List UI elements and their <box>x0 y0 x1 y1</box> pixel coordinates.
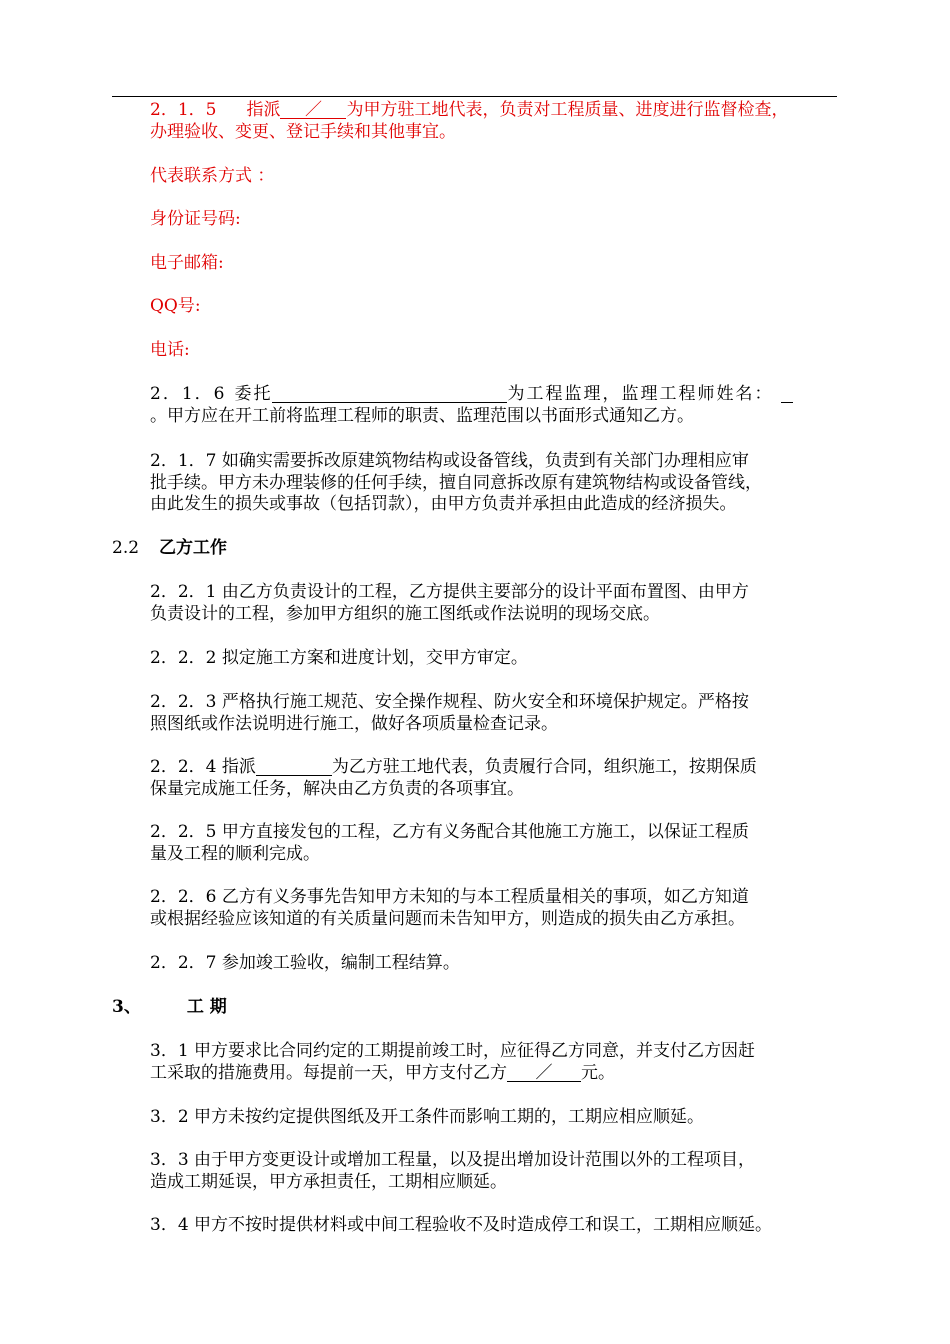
clause-text: 2．1．7 如确实需要拆改原建筑物结构或设备管线，负责到有关部门办理相应审 <box>150 451 749 471</box>
phone-label: 电话: <box>150 340 190 360</box>
section-2-2-heading <box>112 538 227 559</box>
clause-text: 造成工期延误，甲方承担责任，工期相应顺延。 <box>150 1171 507 1192</box>
clause-text: 指派 <box>246 100 281 120</box>
section-number: 3、 <box>112 997 141 1017</box>
clause-2-1-5 <box>150 100 850 143</box>
section-title: 工 期 <box>186 997 227 1017</box>
id-number-label: 身份证号码: <box>150 209 241 229</box>
email-label: 电子邮箱: <box>150 253 224 273</box>
clause-text: 工采取的措施费用。每提前一天，甲方支付乙方 <box>150 1062 507 1083</box>
clause-text: 办理验收、变更、登记手续和其他事宜。 <box>150 121 456 142</box>
blank-field: ／ <box>507 1065 581 1082</box>
clause-2-1-6 <box>150 384 850 427</box>
clause-text: 2．2．3 严格执行施工规范、安全操作规程、防火安全和环境保护规定。严格按 <box>150 692 749 712</box>
clause-2-2-3 <box>150 692 850 735</box>
blank-field <box>272 386 507 403</box>
clause-number: 2．1．6 <box>150 384 227 404</box>
section-title: 乙方工作 <box>159 538 228 558</box>
section-3-heading <box>112 997 227 1018</box>
clause-text: 或根据经验应该知道的有关质量问题而未告知甲方，则造成的损失由乙方承担。 <box>150 908 745 929</box>
clause-3-3 <box>150 1150 850 1193</box>
clause-text: 负责设计的工程，参加甲方组织的施工图纸或作法说明的现场交底。 <box>150 603 660 624</box>
clause-text: 为工程监理，监理工程师姓名： <box>507 384 774 404</box>
blank-field <box>781 386 793 403</box>
clause-2-2-7: 2．2．7 参加竣工验收，编制工程结算。 <box>150 953 460 973</box>
clause-text: 2．2．6 乙方有义务事先告知甲方未知的与本工程质量相关的事项，如乙方知道 <box>150 887 749 907</box>
clause-text: 。甲方应在开工前将监理工程师的职责、监理范围以书面形式通知乙方。 <box>150 405 694 426</box>
blank-field <box>256 759 332 776</box>
clause-text: 委托 <box>234 384 273 404</box>
clause-text: 2．2．5 甲方直接发包的工程，乙方有义务配合其他施工方施工，以保证工程质 <box>150 822 749 842</box>
clause-text: 为甲方驻工地代表，负责对工程质量、进度进行监督检查， <box>346 100 789 120</box>
header-rule <box>112 96 837 97</box>
clause-number: 2．1．5 <box>150 100 217 120</box>
clause-text: 3．1 甲方要求比合同约定的工期提前竣工时，应征得乙方同意，并支付乙方因赶 <box>150 1041 756 1061</box>
clause-2-2-5 <box>150 822 850 865</box>
clause-text: 量及工程的顺利完成。 <box>150 843 320 864</box>
clause-text: 为乙方驻工地代表，负责履行合同，组织施工，按期保质 <box>331 757 757 777</box>
clause-text: 由此发生的损失或事故（包括罚款），由甲方负责并承担由此造成的经济损失。 <box>150 494 737 514</box>
contact-label: 代表联系方式 ： <box>150 166 275 186</box>
clause-text: 2．2．4 指派 <box>150 757 256 777</box>
clause-text: 批手续。甲方未办理装修的任何手续，擅自同意拆改原有建筑物结构或设备管线， <box>150 472 762 493</box>
blank-field: ／ <box>280 102 346 119</box>
clause-text: 保量完成施工任务，解决由乙方负责的各项事宜。 <box>150 778 524 799</box>
clause-text: 照图纸或作法说明进行施工，做好各项质量检查记录。 <box>150 713 558 734</box>
clause-2-2-1 <box>150 582 850 625</box>
clause-3-4: 3．4 甲方不按时提供材料或中间工程验收不及时造成停工和误工，工期相应顺延。 <box>150 1215 773 1235</box>
clause-2-2-4 <box>150 757 850 800</box>
qq-label: QQ号: <box>150 296 201 316</box>
clause-2-2-6 <box>150 887 850 930</box>
clause-text: 3．3 由于甲方变更设计或增加工程量，以及提出增加设计范围以外的工程项目， <box>150 1150 756 1170</box>
clause-text: 元。 <box>581 1062 615 1083</box>
clause-2-2-2: 2．2．2 拟定施工方案和进度计划，交甲方审定。 <box>150 648 528 668</box>
clause-text: 2．2．1 由乙方负责设计的工程，乙方提供主要部分的设计平面布置图、由甲方 <box>150 582 749 602</box>
clause-3-2: 3．2 甲方未按约定提供图纸及开工条件而影响工期的，工期应相应顺延。 <box>150 1107 705 1127</box>
section-number: 2.2 <box>112 538 140 558</box>
clause-2-1-7 <box>150 451 850 516</box>
clause-3-1 <box>150 1041 850 1084</box>
